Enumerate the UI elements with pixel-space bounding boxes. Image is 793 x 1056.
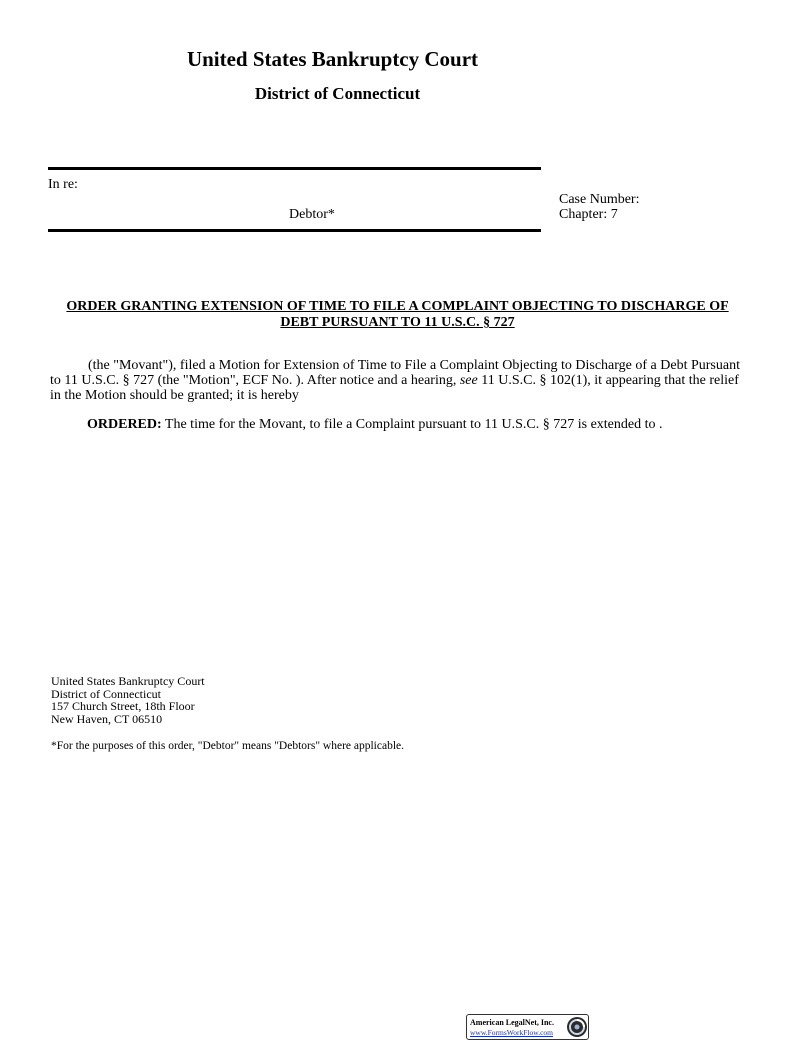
address-line-2: District of Connecticut — [51, 686, 161, 701]
in-re-label: In re: — [48, 177, 78, 192]
address-line-1: United States Bankruptcy Court — [51, 674, 205, 688]
caption-top-rule — [48, 167, 541, 170]
ordered-text: The time for the Movant, to file a Complaint pursuant to 11 U.S.C. § 727 is extended to . — [161, 417, 663, 432]
address-line-3: 157 Church Street, 18th Floor — [51, 699, 195, 713]
caption-bottom-rule — [48, 229, 541, 232]
footnote: *For the purposes of this order, "Debtor" means "Debtors" where applicable. — [51, 740, 405, 752]
american-legalnet-logo — [466, 1014, 589, 1040]
address-line-4: New Haven, CT 06510 — [51, 711, 163, 726]
ordered-label: ORDERED: — [87, 417, 162, 432]
paragraph-italic-see: see — [459, 373, 478, 388]
logo-company-name: American LegalNet, Inc. — [470, 1018, 554, 1027]
district-name: District of Connecticut — [254, 84, 421, 103]
court-name: United States Bankruptcy Court — [186, 47, 479, 71]
debtor-label: Debtor* — [289, 207, 335, 222]
paragraph-text-end: 11 U.S.C. § 102(1), it appearing that the relief in the Motion should be granted; it is hereby — [50, 373, 739, 403]
order-title: ORDER GRANTING EXTENSION OF TIME TO FILE A COMPLAINT OBJECTING TO DISCHARGE OF DEBT PURSUANT TO 11 U.S.C. § 727 — [66, 299, 729, 330]
ordered-paragraph — [87, 417, 663, 433]
globe-logo-icon — [566, 1016, 588, 1038]
order-body-paragraph — [50, 358, 750, 403]
court-address — [51, 675, 205, 725]
paragraph-text-start: (the "Movant"), filed a Motion for Extension of Time to File a Complaint Objecting to Discharge of a Debt Pursuant to 11 U.S.C. § 727 (the "Motion", ECF No. ). After notice and a hearing, — [50, 358, 740, 388]
chapter-label: Chapter: 7 — [559, 207, 618, 222]
logo-url-link[interactable]: www.FormsWorkFlow.com — [470, 1028, 554, 1037]
case-number-label: Case Number: — [559, 192, 640, 207]
